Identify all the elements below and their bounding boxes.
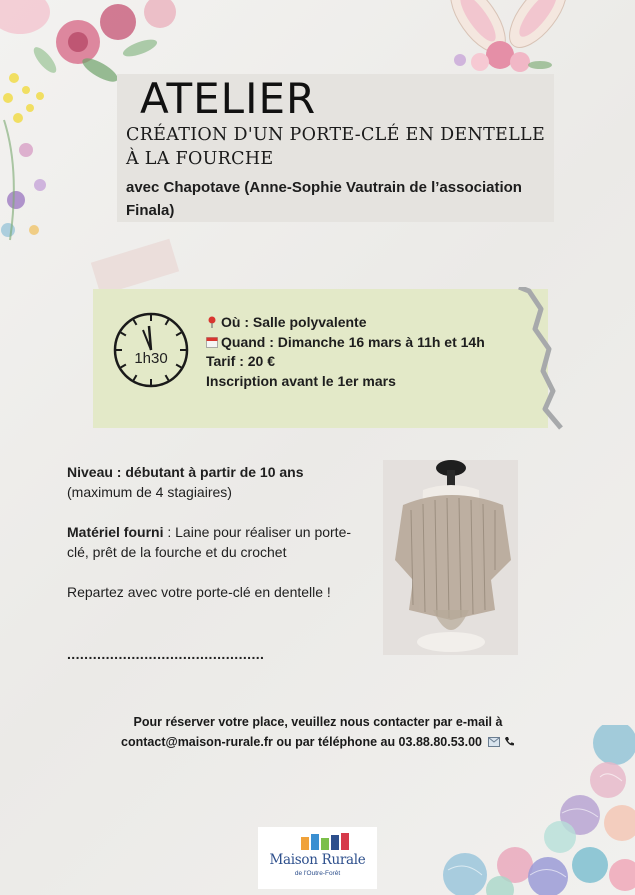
date-text: Quand : Dimanche 16 mars à 11h et 14h — [221, 333, 485, 350]
event-info — [206, 313, 485, 391]
registration-line: Inscription avant le 1er mars — [206, 372, 396, 389]
dotted-separator: .............................................. — [67, 646, 265, 662]
instructor-line: avec Chapotave (Anne-Sophie Vautrain de l’association Finala) — [126, 179, 522, 219]
yarn-balls-decoration — [430, 725, 635, 895]
material-text: : Laine pour réaliser un porte-clé, prêt de la fourche et du crochet — [67, 524, 352, 560]
level-label: Niveau : débutant à partir de 10 ans — [67, 464, 304, 480]
workshop-details — [67, 462, 367, 602]
price-line: Tarif : 20 € — [206, 353, 275, 369]
duration-label: 1h30 — [134, 350, 168, 367]
torn-paper-edge — [505, 287, 575, 430]
date-line — [206, 333, 485, 353]
page-title: ATELIER — [140, 74, 317, 123]
lace-shawl-photo — [383, 460, 518, 655]
material-paragraph — [67, 522, 367, 562]
calendar-icon — [206, 336, 218, 348]
material-label: Matériel fourni — [67, 524, 164, 540]
maison-rurale-logo-mark — [301, 833, 349, 850]
closing-text: Repartez avec votre porte-clé en dentelle ! — [67, 584, 331, 600]
location-text: Où : Salle polyvalente — [221, 314, 367, 330]
contact-line-2-text: contact@maison-rurale.fr ou par téléphone au 03.88.80.53.00 — [121, 735, 482, 749]
location-line — [206, 313, 485, 333]
level-note: (maximum de 4 stagiaires) — [67, 484, 232, 500]
round-pushpin-icon — [206, 316, 218, 328]
logo-tagline: de l'Outre-Forêt — [294, 870, 341, 877]
workshop-subtitle: CRÉATION D'UN PORTE-CLÉ EN DENTELLE À LA FOURCHE — [126, 125, 546, 169]
logo-name: Maison Rurale — [269, 852, 366, 868]
contact-line-1: Pour réserver votre place, veuillez nous contacter par e-mail à — [133, 715, 503, 729]
